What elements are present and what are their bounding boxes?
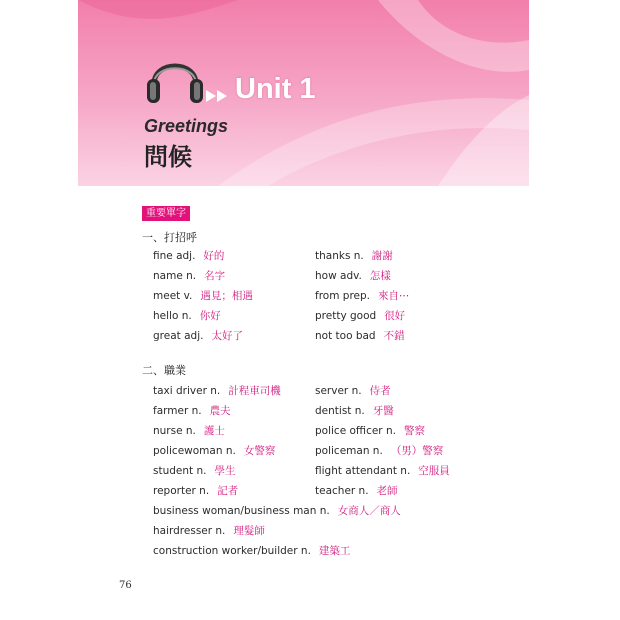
vocab-entry: policewoman n. 女警察 xyxy=(153,445,276,457)
vocab-entry: not too bad 不錯 xyxy=(315,330,405,342)
key-vocabulary-badge: 重要單字 xyxy=(142,206,190,221)
vocab-entry: pretty good 很好 xyxy=(315,310,406,322)
vocab-entry: hello n. 你好 xyxy=(153,310,221,322)
vocab-entry: server n. 侍者 xyxy=(315,385,391,397)
vocab-entry: teacher n. 老師 xyxy=(315,485,398,497)
vocab-entry: business woman/business man n. 女商人／商人 xyxy=(153,505,401,517)
vocab-entry: police officer n. 警察 xyxy=(315,425,425,437)
vocab-entry: flight attendant n. 空服員 xyxy=(315,465,450,477)
textbook-page xyxy=(78,0,529,620)
vocab-entry: fine adj. 好的 xyxy=(153,250,225,262)
vocab-entry: dentist n. 牙醫 xyxy=(315,405,394,417)
vocab-entry: taxi driver n. 計程車司機 xyxy=(153,385,281,397)
lesson-title-english: Greetings xyxy=(144,116,229,136)
vocab-entry: thanks n. 謝謝 xyxy=(315,250,393,262)
section-heading-occupations: 二、職業 xyxy=(142,364,186,377)
vocab-entry: meet v. 遇見；相遇 xyxy=(153,290,253,302)
lesson-title-chinese: 問候 xyxy=(144,143,192,171)
vocab-entry: construction worker/builder n. 建築工 xyxy=(153,545,351,557)
unit-title: Unit 1 xyxy=(235,73,316,105)
headphones-icon xyxy=(144,52,206,104)
vocab-entry: from prep. 來自⋯ xyxy=(315,290,410,302)
vocab-entry: hairdresser n. 理髮師 xyxy=(153,525,265,537)
page-number: 76 xyxy=(119,580,132,591)
play-arrows-icon xyxy=(206,90,230,102)
vocab-entry: great adj. 太好了 xyxy=(153,330,243,342)
vocab-entry: farmer n. 農夫 xyxy=(153,405,231,417)
vocab-entry: student n. 學生 xyxy=(153,465,236,477)
vocab-entry: reporter n. 記者 xyxy=(153,485,239,497)
vocab-entry: how adv. 怎樣 xyxy=(315,270,391,282)
vocab-entry: policeman n. （男）警察 xyxy=(315,445,444,457)
vocab-entry: name n. 名字 xyxy=(153,270,226,282)
vocab-entry: nurse n. 護士 xyxy=(153,425,225,437)
section-heading-greetings: 一、打招呼 xyxy=(142,231,197,244)
unit-banner xyxy=(78,0,529,186)
